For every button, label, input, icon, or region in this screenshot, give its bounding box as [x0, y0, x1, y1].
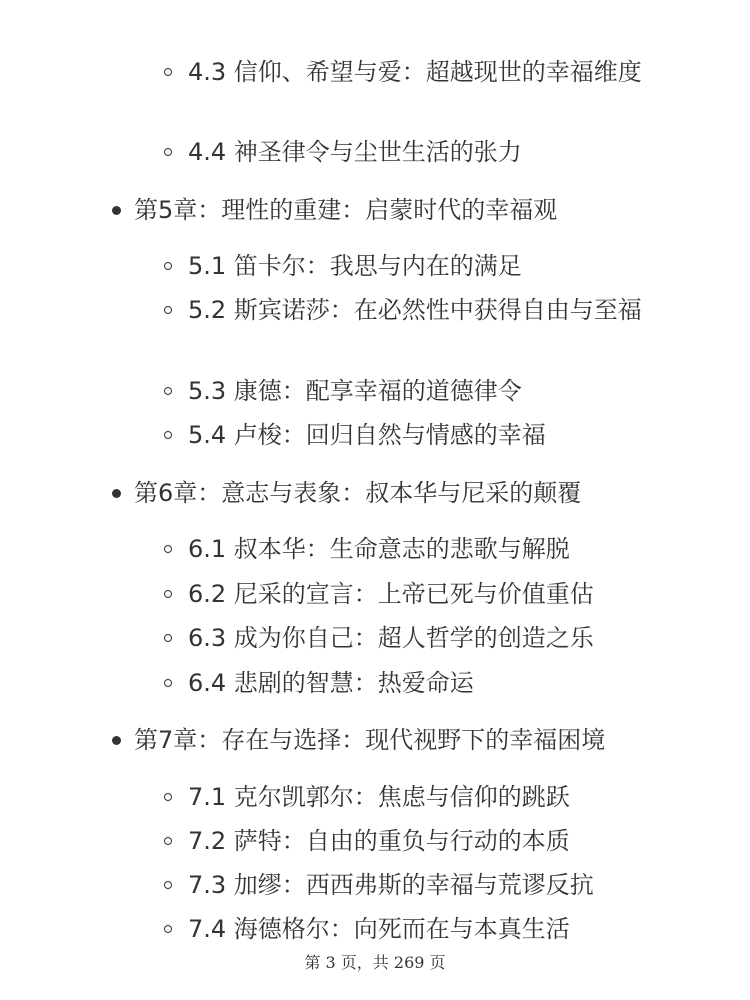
toc-section-text: 4.3 信仰、希望与爱：超越现世的幸福维度	[188, 58, 642, 86]
hollow-circle-bullet-icon	[164, 431, 172, 439]
hollow-circle-bullet-icon	[164, 590, 172, 598]
toc-section-item	[188, 576, 668, 612]
toc-chapter-item	[134, 722, 724, 758]
toc-section-text: 6.3 成为你自己：超人哲学的创造之乐	[188, 624, 594, 652]
toc-section-item	[188, 620, 668, 656]
hollow-circle-bullet-icon	[164, 837, 172, 845]
toc-section-item	[188, 292, 668, 328]
hollow-circle-bullet-icon	[164, 262, 172, 270]
toc-chapter-text: 第7章：存在与选择：现代视野下的幸福困境	[134, 726, 606, 754]
toc-section-text: 7.3 加缪：西西弗斯的幸福与荒谬反抗	[188, 871, 594, 899]
toc-section-item	[188, 867, 668, 903]
filled-bullet-icon	[112, 736, 121, 745]
toc-chapter-item	[134, 192, 724, 228]
hollow-circle-bullet-icon	[164, 68, 172, 76]
toc-section-text: 6.2 尼采的宣言：上帝已死与价值重估	[188, 580, 594, 608]
toc-section-text: 7.4 海德格尔：向死而在与本真生活	[188, 915, 570, 943]
toc-section-item	[188, 417, 668, 453]
filled-bullet-icon	[112, 206, 121, 215]
toc-section-item	[188, 665, 668, 701]
toc-section-item	[188, 248, 668, 284]
toc-section-text: 5.4 卢梭：回归自然与情感的幸福	[188, 421, 546, 449]
hollow-circle-bullet-icon	[164, 634, 172, 642]
toc-section-item	[188, 54, 668, 90]
filled-bullet-icon	[112, 489, 121, 498]
toc-section-item	[188, 373, 668, 409]
toc-chapter-item	[134, 475, 724, 511]
toc-section-item	[188, 911, 668, 947]
hollow-circle-bullet-icon	[164, 545, 172, 553]
toc-section-text: 5.2 斯宾诺莎：在必然性中获得自由与至福	[188, 296, 642, 324]
hollow-circle-bullet-icon	[164, 148, 172, 156]
toc-section-text: 6.4 悲剧的智慧：热爱命运	[188, 669, 474, 697]
toc-section-item	[188, 823, 668, 859]
hollow-circle-bullet-icon	[164, 793, 172, 801]
toc-chapter-text: 第6章：意志与表象：叔本华与尼采的颠覆	[134, 479, 582, 507]
toc-section-text: 7.2 萨特：自由的重负与行动的本质	[188, 827, 570, 855]
toc-section-item	[188, 779, 668, 815]
toc-section-text: 4.4 神圣律令与尘世生活的张力	[188, 138, 522, 166]
hollow-circle-bullet-icon	[164, 925, 172, 933]
toc-chapter-text: 第5章：理性的重建：启蒙时代的幸福观	[134, 196, 558, 224]
page-number-footer: 第 3 页，共 269 页	[304, 953, 446, 972]
toc-section-item	[188, 531, 668, 567]
hollow-circle-bullet-icon	[164, 387, 172, 395]
toc-section-text: 6.1 叔本华：生命意志的悲歌与解脱	[188, 535, 570, 563]
hollow-circle-bullet-icon	[164, 881, 172, 889]
toc-section-text: 5.3 康德：配享幸福的道德律令	[188, 377, 522, 405]
toc-section-text: 7.1 克尔凯郭尔：焦虑与信仰的跳跃	[188, 783, 570, 811]
hollow-circle-bullet-icon	[164, 306, 172, 314]
toc-section-item	[188, 134, 668, 170]
toc-section-text: 5.1 笛卡尔：我思与内在的满足	[188, 252, 522, 280]
hollow-circle-bullet-icon	[164, 679, 172, 687]
